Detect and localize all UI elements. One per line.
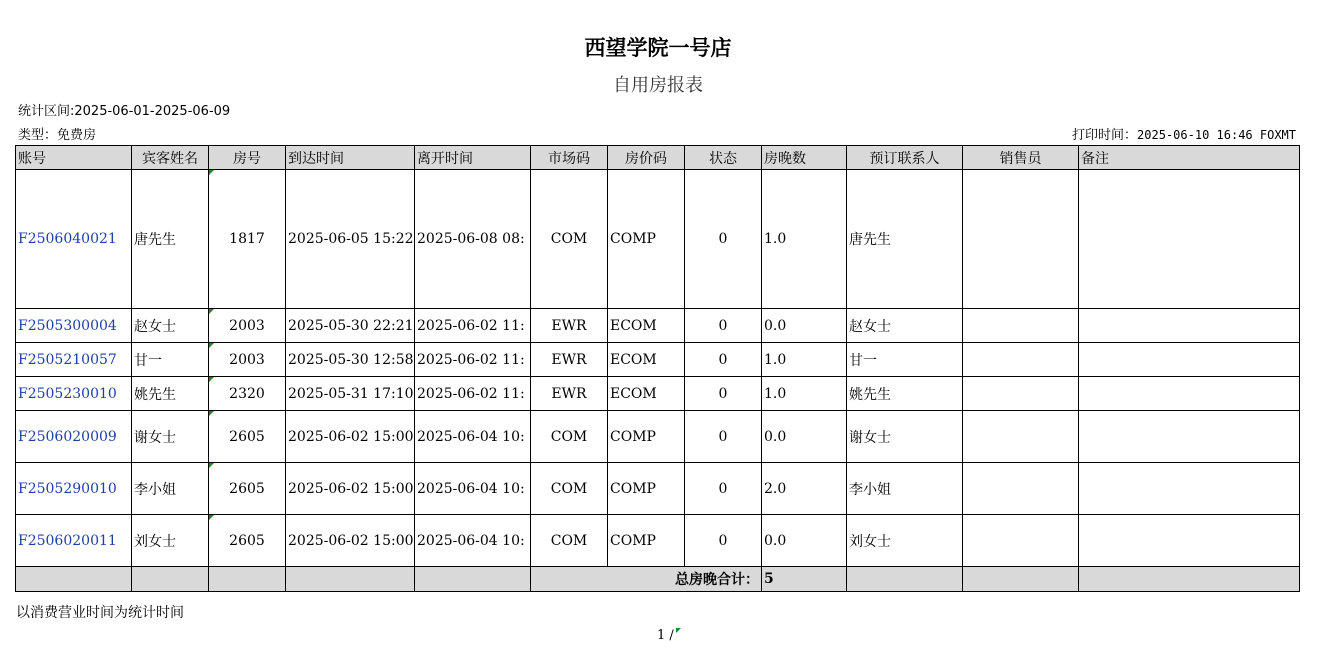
guest-name: 李小姐 xyxy=(132,463,209,515)
arrival-time: 2025-06-02 15:00 xyxy=(286,411,415,463)
market-code: COM xyxy=(531,411,608,463)
report-period: 统计区间:2025-06-01-2025-06-09 xyxy=(18,104,231,119)
total-nights-label: 总房晚合计： xyxy=(531,567,762,592)
report-type: 类型：免费房 xyxy=(18,128,97,143)
status: 0 xyxy=(685,377,762,411)
table-row xyxy=(16,411,1300,463)
guest-name: 谢女士 xyxy=(132,411,209,463)
cell-marker-icon xyxy=(676,628,681,633)
room-number: 2605 xyxy=(209,411,286,463)
departure-time: 2025-06-04 10: xyxy=(415,515,531,567)
booking-contact: 甘一 xyxy=(847,343,963,377)
page-indicator xyxy=(657,628,681,643)
total-empty-cell xyxy=(286,567,415,592)
guest-name: 姚先生 xyxy=(132,377,209,411)
booking-contact: 刘女士 xyxy=(847,515,963,567)
remark xyxy=(1079,463,1300,515)
arrival-time: 2025-06-02 15:00 xyxy=(286,463,415,515)
room-nights: 0.0 xyxy=(762,515,847,567)
arrival-time: 2025-05-31 17:10 xyxy=(286,377,415,411)
rate-code: ECOM xyxy=(608,343,685,377)
room-nights: 0.0 xyxy=(762,411,847,463)
arrival-time: 2025-06-02 15:00 xyxy=(286,515,415,567)
guest-name: 刘女士 xyxy=(132,515,209,567)
status: 0 xyxy=(685,515,762,567)
table-row xyxy=(16,170,1300,309)
print-time-value: 2025-06-10 16:46 FOXMT xyxy=(1137,128,1296,142)
total-empty-cell xyxy=(209,567,286,592)
col-header-status: 状态 xyxy=(685,146,762,170)
col-header-market: 市场码 xyxy=(531,146,608,170)
rate-code: COMP xyxy=(608,463,685,515)
salesperson xyxy=(963,170,1079,309)
room-number: 2003 xyxy=(209,309,286,343)
status: 0 xyxy=(685,343,762,377)
col-header-departure: 离开时间 xyxy=(415,146,531,170)
room-number: 2605 xyxy=(209,463,286,515)
rate-code: ECOM xyxy=(608,309,685,343)
room-nights: 1.0 xyxy=(762,377,847,411)
room-nights: 1.0 xyxy=(762,343,847,377)
remark xyxy=(1079,515,1300,567)
self-use-room-table xyxy=(15,145,1300,592)
report-title: 自用房报表 xyxy=(613,75,703,96)
table-row xyxy=(16,463,1300,515)
departure-time: 2025-06-04 10: xyxy=(415,463,531,515)
departure-time: 2025-06-02 11: xyxy=(415,377,531,411)
status: 0 xyxy=(685,170,762,309)
status: 0 xyxy=(685,309,762,343)
room-number: 2605 xyxy=(209,515,286,567)
col-header-nights: 房晚数 xyxy=(762,146,847,170)
table-row xyxy=(16,515,1300,567)
arrival-time: 2025-05-30 12:58 xyxy=(286,343,415,377)
booking-contact: 谢女士 xyxy=(847,411,963,463)
market-code: EWR xyxy=(531,309,608,343)
market-code: COM xyxy=(531,463,608,515)
market-code: COM xyxy=(531,170,608,309)
remark xyxy=(1079,343,1300,377)
total-empty-cell xyxy=(132,567,209,592)
col-header-rate: 房价码 xyxy=(608,146,685,170)
col-header-arrival: 到达时间 xyxy=(286,146,415,170)
room-nights: 0.0 xyxy=(762,309,847,343)
salesperson xyxy=(963,309,1079,343)
remark xyxy=(1079,170,1300,309)
total-empty-cell xyxy=(847,567,963,592)
market-code: EWR xyxy=(531,343,608,377)
salesperson xyxy=(963,463,1079,515)
departure-time: 2025-06-04 10: xyxy=(415,411,531,463)
booking-contact: 唐先生 xyxy=(847,170,963,309)
salesperson xyxy=(963,343,1079,377)
guest-name: 赵女士 xyxy=(132,309,209,343)
booking-contact: 赵女士 xyxy=(847,309,963,343)
departure-time: 2025-06-08 08: xyxy=(415,170,531,309)
rate-code: COMP xyxy=(608,170,685,309)
account-link[interactable]: F2506020009 xyxy=(16,411,132,463)
col-header-contact: 预订联系人 xyxy=(847,146,963,170)
table-row xyxy=(16,343,1300,377)
total-empty-cell xyxy=(16,567,132,592)
arrival-time: 2025-06-05 15:22 xyxy=(286,170,415,309)
total-empty-cell xyxy=(963,567,1079,592)
arrival-time: 2025-05-30 22:21 xyxy=(286,309,415,343)
guest-name: 唐先生 xyxy=(132,170,209,309)
table-row xyxy=(16,309,1300,343)
salesperson xyxy=(963,515,1079,567)
account-link[interactable]: F2505230010 xyxy=(16,377,132,411)
account-link[interactable]: F2506020011 xyxy=(16,515,132,567)
col-header-sales: 销售员 xyxy=(963,146,1079,170)
table-header-row xyxy=(16,146,1300,170)
print-time xyxy=(1072,124,1296,143)
rate-code: COMP xyxy=(608,515,685,567)
remark xyxy=(1079,377,1300,411)
col-header-guest: 宾客姓名 xyxy=(132,146,209,170)
market-code: EWR xyxy=(531,377,608,411)
booking-contact: 姚先生 xyxy=(847,377,963,411)
col-header-account: 账号 xyxy=(16,146,132,170)
room-number: 2320 xyxy=(209,377,286,411)
room-nights: 2.0 xyxy=(762,463,847,515)
status: 0 xyxy=(685,411,762,463)
account-link[interactable]: F2505290010 xyxy=(16,463,132,515)
hotel-name: 西望学院一号店 xyxy=(584,35,732,60)
remark xyxy=(1079,309,1300,343)
col-header-remark: 备注 xyxy=(1079,146,1300,170)
col-header-room: 房号 xyxy=(209,146,286,170)
departure-time: 2025-06-02 11: xyxy=(415,309,531,343)
total-empty-cell xyxy=(1079,567,1300,592)
total-nights-value: 5 xyxy=(762,567,847,592)
rate-code: ECOM xyxy=(608,377,685,411)
room-number: 2003 xyxy=(209,343,286,377)
guest-name: 甘一 xyxy=(132,343,209,377)
remark xyxy=(1079,411,1300,463)
account-link[interactable]: F2505300004 xyxy=(16,309,132,343)
room-nights: 1.0 xyxy=(762,170,847,309)
departure-time: 2025-06-02 11: xyxy=(415,343,531,377)
footnote: 以消费营业时间为统计时间 xyxy=(16,605,184,621)
total-row xyxy=(16,567,1300,592)
account-link[interactable]: F2506040021 xyxy=(16,170,132,309)
print-time-label: 打印时间： xyxy=(1072,128,1138,143)
account-link[interactable]: F2505210057 xyxy=(16,343,132,377)
market-code: COM xyxy=(531,515,608,567)
page-number: 1 / xyxy=(657,628,674,643)
salesperson xyxy=(963,377,1079,411)
rate-code: COMP xyxy=(608,411,685,463)
booking-contact: 李小姐 xyxy=(847,463,963,515)
status: 0 xyxy=(685,463,762,515)
room-number: 1817 xyxy=(209,170,286,309)
salesperson xyxy=(963,411,1079,463)
total-empty-cell xyxy=(415,567,531,592)
table-row xyxy=(16,377,1300,411)
